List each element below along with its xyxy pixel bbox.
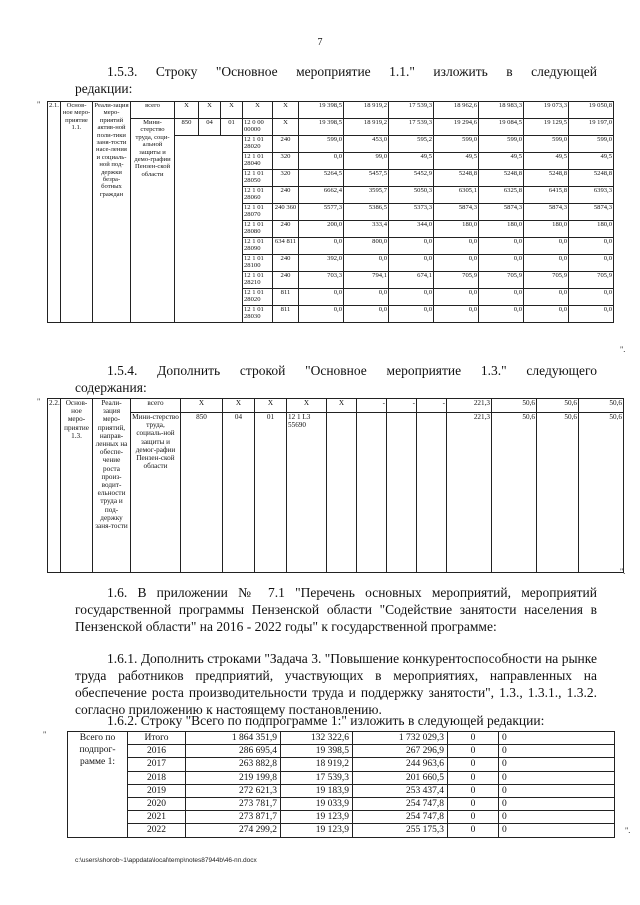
table-row [68, 798, 615, 811]
value-cell: 705,9 [479, 272, 524, 289]
value-cell: 705,9 [434, 272, 479, 289]
value-cell: 599,0 [299, 136, 344, 153]
value-cell: 0,0 [479, 255, 524, 272]
total-cell: 263 882,8 [186, 758, 281, 771]
table3-close-quote: ". [625, 826, 631, 835]
value-cell: 0,0 [479, 306, 524, 323]
value-cell: 0,0 [344, 255, 389, 272]
budget-code-cell: 12 1 01 28210 [243, 272, 273, 289]
value-cell: 19 294,6 [434, 119, 479, 136]
expense-type-cell: 240 [273, 272, 299, 289]
table-row [48, 399, 624, 413]
row-type-cell: всего [131, 102, 175, 119]
value-cell: 0,0 [434, 255, 479, 272]
value-cell: 705,9 [569, 272, 614, 289]
year-cell: 2020 [128, 798, 186, 811]
paragraph-1-6-2: 1.6.2. Строку "Всего по подпрограмме 1:" изложить в следующей редакции: [107, 713, 545, 728]
code-cell: X [243, 102, 273, 119]
paragraph-1-5-4-line2: содержания: [75, 380, 147, 395]
value-cell: 0,0 [569, 289, 614, 306]
paragraph-1-5-4-line1: 1.5.4. Дополнить строкой "Основное мероприятие 1.3." следующего [107, 363, 597, 378]
value-cell: 99,0 [344, 153, 389, 170]
table1-open-quote: " [37, 100, 41, 109]
other-cell: 0 [499, 798, 615, 811]
value-cell: 0,0 [524, 238, 569, 255]
value-cell: 5386,5 [344, 204, 389, 221]
regional-cell: 19 183,9 [281, 784, 353, 797]
year-cell: 2018 [128, 771, 186, 784]
value-cell: 49,5 [524, 153, 569, 170]
value-cell: 599,0 [569, 136, 614, 153]
value-cell: 6415,8 [524, 187, 569, 204]
value-cell: 5264,5 [299, 170, 344, 187]
total-cell: 286 695,4 [186, 745, 281, 758]
value-cell: 5248,8 [434, 170, 479, 187]
code-cell: 850 [181, 413, 223, 573]
total-cell: 219 199,8 [186, 771, 281, 784]
local-cell: 0 [448, 732, 499, 745]
value-cell: 180,0 [479, 221, 524, 238]
activity-name-cell: Основ-ное меро-приятие 1.3. [61, 399, 93, 573]
table-row [68, 745, 615, 758]
federal-cell: 253 437,4 [353, 784, 448, 797]
budget-code-cell: 12 1 01 28090 [243, 238, 273, 255]
row-number-cell: 2.1. [48, 102, 61, 323]
expense-type-cell: 320 [273, 153, 299, 170]
value-cell: 0,0 [299, 153, 344, 170]
expense-type-cell: 811 [273, 289, 299, 306]
budget-code-cell: 12 1 01 28020 [243, 136, 273, 153]
expense-type-cell: 634 811 [273, 238, 299, 255]
code-cell: X [223, 399, 255, 413]
code-cell: X [327, 399, 357, 413]
year-cell: 2019 [128, 784, 186, 797]
value-cell: 200,0 [299, 221, 344, 238]
activity-name-cell: Основ-ное меро-приятие 1.1. [61, 102, 93, 323]
budget-code-cell: 12 1 01 28030 [243, 306, 273, 323]
other-cell: 0 [499, 784, 615, 797]
federal-cell: 201 660,5 [353, 771, 448, 784]
table-row [68, 824, 615, 837]
value-cell: 674,1 [389, 272, 434, 289]
value-cell: 0,0 [299, 238, 344, 255]
page-number: 7 [317, 37, 323, 48]
other-cell: 0 [499, 745, 615, 758]
value-cell: 794,1 [344, 272, 389, 289]
total-cell: 273 871,7 [186, 811, 281, 824]
value-cell: 50,6 [537, 399, 579, 413]
table3-open-quote: " [43, 730, 47, 739]
table-row [68, 758, 615, 771]
value-cell: 50,6 [579, 413, 624, 573]
value-cell: 0,0 [344, 306, 389, 323]
activity-description-cell: Реали-зация меро-приятий, направ-ленных на обеспе-чение роста произ-водит-ельности труда и под-держку заня-тости [93, 399, 131, 573]
file-path-footer: c:\users\shorob~1\appdata\local\temp\notes87944b\46-пп.docx [75, 857, 257, 864]
value-cell: 0,0 [524, 255, 569, 272]
budget-code-cell: 12 1 01 28070 [243, 204, 273, 221]
value-cell: 0,0 [434, 289, 479, 306]
table1-close-quote: ". [620, 345, 626, 354]
regional-cell: 19 123,9 [281, 824, 353, 837]
code-cell: 850 [175, 119, 199, 136]
table-row [68, 811, 615, 824]
row-number-cell: 2.2. [48, 399, 61, 573]
value-cell: 18 983,3 [479, 102, 524, 119]
table-row [68, 732, 615, 745]
total-cell: 274 299,2 [186, 824, 281, 837]
paragraph-1-6-1: 1.6.1. Дополнить строками "Задача 3. "Повышение конкурентоспособности на рынке труда работников предприятий, участвующих в мероприятиях, направленных на обеспечение роста производительности труда и поддержку занятости", 1.3., 1.3.1., 1.3.2. согласно приложению к настоящему постановлению. [75, 651, 597, 717]
table-main-activity-1-1 [47, 101, 614, 323]
row-type-cell: всего [131, 399, 181, 413]
value-cell: 5373,3 [389, 204, 434, 221]
value-cell: 0,0 [389, 238, 434, 255]
table2-open-quote: " [37, 397, 41, 406]
paragraph-1-5-3-line2: редакции: [75, 81, 133, 96]
value-cell: - [417, 399, 447, 413]
budget-code-cell: 12 1 01 28060 [243, 187, 273, 204]
value-cell: 49,5 [569, 153, 614, 170]
value-cell: 17 539,3 [389, 102, 434, 119]
value-cell: 3595,7 [344, 187, 389, 204]
regional-cell: 17 539,3 [281, 771, 353, 784]
value-cell: 705,9 [524, 272, 569, 289]
value-cell: 5874,3 [479, 204, 524, 221]
organization-cell: Мини-стерство труда, соци-альной защиты и демо-графии Пензен-ской области [131, 119, 175, 323]
total-cell: 272 621,3 [186, 784, 281, 797]
value-cell: 0,0 [569, 255, 614, 272]
regional-cell: 19 123,9 [281, 811, 353, 824]
budget-code-cell: 12 1 01 28040 [243, 153, 273, 170]
code-cell: 04 [223, 413, 255, 573]
value-cell: 344,0 [389, 221, 434, 238]
value-cell: 5457,5 [344, 170, 389, 187]
value-cell: 599,0 [479, 136, 524, 153]
federal-cell: 255 175,3 [353, 824, 448, 837]
local-cell: 0 [448, 811, 499, 824]
regional-cell: 19 033,9 [281, 798, 353, 811]
year-cell: 2017 [128, 758, 186, 771]
table-row [48, 119, 614, 136]
value-cell: 50,6 [537, 413, 579, 573]
value-cell: 19 050,8 [569, 102, 614, 119]
value-cell: 19 197,0 [569, 119, 614, 136]
value-cell: 50,6 [492, 413, 537, 573]
value-cell: 5874,3 [524, 204, 569, 221]
organization-cell: Мини-стерство труда, социаль-ной защиты и демог-рафии Пензен-ской области [131, 413, 181, 573]
value-cell: 49,5 [434, 153, 479, 170]
expense-type-cell [327, 413, 357, 573]
total-cell: 1 864 351,9 [186, 732, 281, 745]
local-cell: 0 [448, 798, 499, 811]
value-cell: 0,0 [389, 255, 434, 272]
value-cell: 0,0 [344, 289, 389, 306]
value-cell: 6662,4 [299, 187, 344, 204]
value-cell: 0,0 [389, 289, 434, 306]
value-cell: 18 962,6 [434, 102, 479, 119]
value-cell: 0,0 [434, 238, 479, 255]
value-cell: 0,0 [299, 289, 344, 306]
value-cell: 5248,8 [479, 170, 524, 187]
table-row [48, 413, 624, 573]
budget-code-cell: 12 1 01 28050 [243, 170, 273, 187]
value-cell: 5452,9 [389, 170, 434, 187]
year-cell: Итого [128, 732, 186, 745]
local-cell: 0 [448, 758, 499, 771]
table-row [48, 102, 614, 119]
regional-cell: 19 398,5 [281, 745, 353, 758]
federal-cell: 254 747,8 [353, 811, 448, 824]
value-cell: 5050,3 [389, 187, 434, 204]
year-cell: 2021 [128, 811, 186, 824]
empty-cell [175, 136, 243, 323]
table-row [68, 784, 615, 797]
code-cell: X [175, 102, 199, 119]
year-cell: 2016 [128, 745, 186, 758]
value-cell [417, 413, 447, 573]
value-cell: 5577,3 [299, 204, 344, 221]
value-cell: 392,0 [299, 255, 344, 272]
total-cell: 273 781,7 [186, 798, 281, 811]
expense-type-cell: 240 [273, 187, 299, 204]
value-cell: 5874,3 [569, 204, 614, 221]
local-cell: 0 [448, 784, 499, 797]
value-cell: 180,0 [434, 221, 479, 238]
value-cell: 49,5 [479, 153, 524, 170]
value-cell [387, 413, 417, 573]
value-cell: 703,3 [299, 272, 344, 289]
expense-type-cell: 240 [273, 136, 299, 153]
value-cell: 5248,8 [569, 170, 614, 187]
value-cell: 221,3 [447, 399, 492, 413]
value-cell: 5248,8 [524, 170, 569, 187]
other-cell: 0 [499, 732, 615, 745]
other-cell: 0 [499, 771, 615, 784]
budget-code-cell: 12 0 00 00000 [243, 119, 273, 136]
local-cell: 0 [448, 824, 499, 837]
federal-cell: 1 732 029,3 [353, 732, 448, 745]
value-cell: 5874,3 [434, 204, 479, 221]
table-main-activity-1-3 [47, 398, 624, 573]
value-cell: 800,0 [344, 238, 389, 255]
local-cell: 0 [448, 771, 499, 784]
other-cell: 0 [499, 811, 615, 824]
value-cell: 599,0 [524, 136, 569, 153]
value-cell: 19 084,5 [479, 119, 524, 136]
value-cell: 19 129,5 [524, 119, 569, 136]
expense-type-cell: 240 360 [273, 204, 299, 221]
year-cell: 2022 [128, 824, 186, 837]
value-cell: 0,0 [479, 238, 524, 255]
code-cell: X [273, 102, 299, 119]
value-cell: 19 398,5 [299, 102, 344, 119]
value-cell: 18 919,2 [344, 119, 389, 136]
value-cell: 17 539,3 [389, 119, 434, 136]
value-cell: 6325,8 [479, 187, 524, 204]
value-cell: 18 919,2 [344, 102, 389, 119]
federal-cell: 244 963,6 [353, 758, 448, 771]
code-cell: 01 [221, 119, 243, 136]
value-cell: 50,6 [579, 399, 624, 413]
table-row [68, 771, 615, 784]
budget-code-cell: 12 1 01 28080 [243, 221, 273, 238]
value-cell: 19 073,3 [524, 102, 569, 119]
expense-type-cell: 240 [273, 255, 299, 272]
value-cell: - [357, 399, 387, 413]
table2-close-quote: ". [620, 567, 626, 576]
value-cell: 595,2 [389, 136, 434, 153]
expense-type-cell: 811 [273, 306, 299, 323]
regional-cell: 132 322,6 [281, 732, 353, 745]
value-cell: 50,6 [492, 399, 537, 413]
value-cell [357, 413, 387, 573]
other-cell: 0 [499, 824, 615, 837]
value-cell: 221,3 [447, 413, 492, 573]
value-cell: 0,0 [434, 306, 479, 323]
code-cell: X [181, 399, 223, 413]
table-subprogram-total [67, 731, 615, 838]
value-cell: 6393,3 [569, 187, 614, 204]
federal-cell: 254 747,8 [353, 798, 448, 811]
budget-code-cell: 12 1 01 28020 [243, 289, 273, 306]
other-cell: 0 [499, 758, 615, 771]
value-cell: 49,5 [389, 153, 434, 170]
value-cell: - [387, 399, 417, 413]
value-cell: 6305,1 [434, 187, 479, 204]
expense-type-cell: X [273, 119, 299, 136]
paragraph-1-5-3-line1: 1.5.3. Строку "Основное мероприятие 1.1." изложить в следующей [107, 64, 597, 79]
value-cell: 0,0 [299, 306, 344, 323]
value-cell: 333,4 [344, 221, 389, 238]
code-cell: 04 [199, 119, 221, 136]
local-cell: 0 [448, 745, 499, 758]
paragraph-1-6: 1.6. В приложении № 7.1 "Перечень основных мероприятий, мероприятий государственной программы Пензенской области "Содействие занятости населения в Пензенской области" на 2016 - 2022 годы" к государственной программе: [75, 585, 597, 634]
value-cell: 180,0 [569, 221, 614, 238]
code-cell: X [255, 399, 287, 413]
code-cell: X [221, 102, 243, 119]
federal-cell: 267 296,9 [353, 745, 448, 758]
expense-type-cell: 320 [273, 170, 299, 187]
activity-description-cell: Реали-зация меро-приятий актив-ной поли-тики заня-тости насе-ления и социаль-ной под-держки безра-ботных граждан [93, 102, 131, 323]
code-cell: 01 [255, 413, 287, 573]
expense-type-cell: 240 [273, 221, 299, 238]
value-cell: 180,0 [524, 221, 569, 238]
value-cell: 0,0 [569, 238, 614, 255]
value-cell: 453,0 [344, 136, 389, 153]
subprogram-label-cell: Всего по подпрог-рамме 1: [68, 732, 128, 838]
budget-code-cell: 12 1 L3 55690 [287, 413, 327, 573]
value-cell: 0,0 [479, 289, 524, 306]
value-cell: 599,0 [434, 136, 479, 153]
regional-cell: 18 919,2 [281, 758, 353, 771]
value-cell: 19 398,5 [299, 119, 344, 136]
code-cell: X [199, 102, 221, 119]
value-cell: 0,0 [524, 306, 569, 323]
value-cell: 0,0 [569, 306, 614, 323]
value-cell: 0,0 [389, 306, 434, 323]
code-cell: X [287, 399, 327, 413]
value-cell: 0,0 [524, 289, 569, 306]
budget-code-cell: 12 1 01 28100 [243, 255, 273, 272]
